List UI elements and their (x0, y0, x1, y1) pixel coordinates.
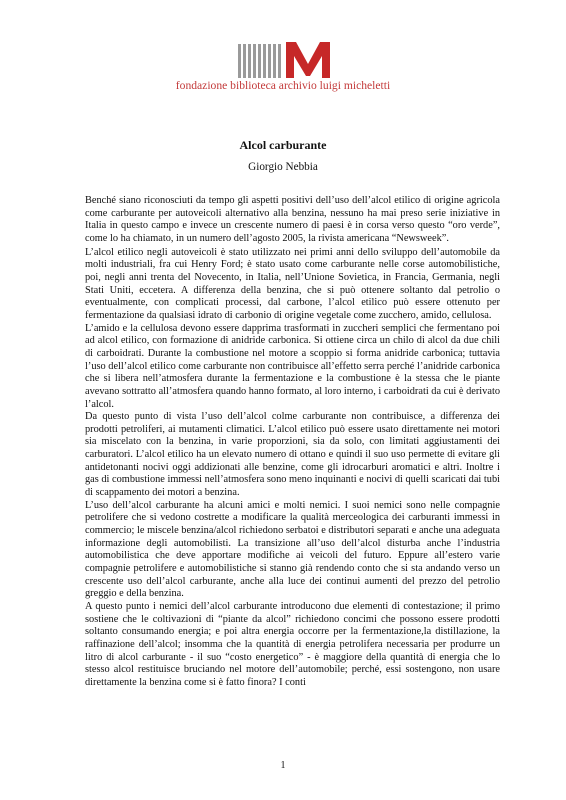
paragraph: Benché siano riconosciuti da tempo gli aspetti positivi dell’uso dell’alcol etilico di origine agricola come carburante per autoveicoli alternativo alla benzina, nessuno ha mai preso serie iniziative in Italia in questo campo e invece un crescente numero di paesi è in corsa verso questo “oro verde”, come lo ha chiamato, in un numero dell’agosto 2005, la rivista americana “Newsweek”. (85, 195, 500, 244)
foundation-name: fondazione biblioteca archivio luigi micheletti (175, 79, 391, 92)
document-author: Giorgio Nebbia (248, 161, 318, 173)
page-number: 1 (280, 760, 286, 771)
document-body (85, 195, 500, 690)
paragraph: A questo punto i nemici dell’alcol carburante introducono due elementi di contestazione; il primo sostiene che le coltivazioni di “piante da alcol” richiedono concimi che possono essere prodotti soltanto consumando energia; e poi altra energia occorre per la fermentazione,la distillazione, la raffinazione dell’alcol; insomma che la quantità di energia petrolifera necessaria per produrre un litro di alcol carburante - il suo “costo energetico” - è maggiore della quantità di energia che lo stesso alcol restituisce bruciando nel motore dell’automobile; perché, essi sostengono, non usare direttamente la benzina come si è fatto finora? I conti (85, 601, 500, 688)
foundation-logo-icon (230, 40, 350, 78)
paragraph: Da questo punto di vista l’uso dell’alcol colme carburante non contribuisce, a differenza dei prodotti petroliferi, ai mutamenti climatici. L’alcol etilico può essere usato direttamente nei motori sia miscelato con la benzina, in varie proporzioni, sia da solo, con limitati aggiustamenti dei carburatori. L’alcol etilico ha un elevato numero di ottano e quindi il suo uso permette di evitare gli antidetonanti nocivi oggi addizionati alle benzine, come gli idrocarburi aromatici e altri. Inoltre i gas di combustione immessi nell’atmosfera sono meno inquinanti e nocivi di quelli scaricati dai tubi di scappamento dei motori a benzina. (85, 411, 500, 499)
paragraph: L’alcol etilico negli autoveicoli è stato utilizzato nei primi anni dello sviluppo dell’automobile da molti industriali, fra cui Henry Ford; è stato usato come carburante nelle corse automobilistiche, poi, negli anni trenta del Novecento, in Italia, nell’Unione Sovietica, in Francia, Germania, negli Stati Uniti, eccetera. A differenza della benzina, che si può ottenere soltanto dal petrolio o eventualmente, con complicati processi, dal carbone, l’alcol etilico può essere ottenuto per fermentazione da qualsiasi idrato di carbonio di origine vegetale come zucchero, amido, cellulosa. (85, 246, 500, 321)
paragraph: L’amido e la cellulosa devono essere dapprima trasformati in zuccheri semplici che fermentano poi ad alcol etilico, con formazione di anidride carbonica. Si ottiene circa un chilo di alcol da due chili di carboidrati. Durante la combustione nel motore a scoppio si forma anidride carbonica; tuttavia l’uso dell’alcol etilico come carburante non contribuisce all’effetto serra perché l’anidride carbonica che si libera nell’atmosfera durante la fermentazione e la combustione è la stessa che le piante avevano sottratto all’atmosfera quando hanno formato, al loro interno, i carboidrati da cui è derivato l’alcol. (85, 322, 500, 410)
document-title: Alcol carburante (239, 138, 327, 152)
paragraph: L’uso dell’alcol carburante ha alcuni amici e molti nemici. I suoi nemici sono nelle compagnie petrolifere che si vedono costrette a modificare la qualità merceologica dei carburanti immessi in commercio; le miscele benzina/alcol richiedono serbatoi e distributori separati e anche una adeguata informazione degli automobilisti. La transizione all’uso dell’alcol disturba anche l’industria automobilistica che deve apportare modifiche ai veicoli del futuro. Eppure all’estero varie compagnie petrolifere e automobilistiche si stanno già rendendo conto che si sta andando verso un crescente uso dell’alcol carburante, anche alla luce dei continui aumenti del prezzo del petrolio greggio e della benzina. (85, 499, 500, 600)
